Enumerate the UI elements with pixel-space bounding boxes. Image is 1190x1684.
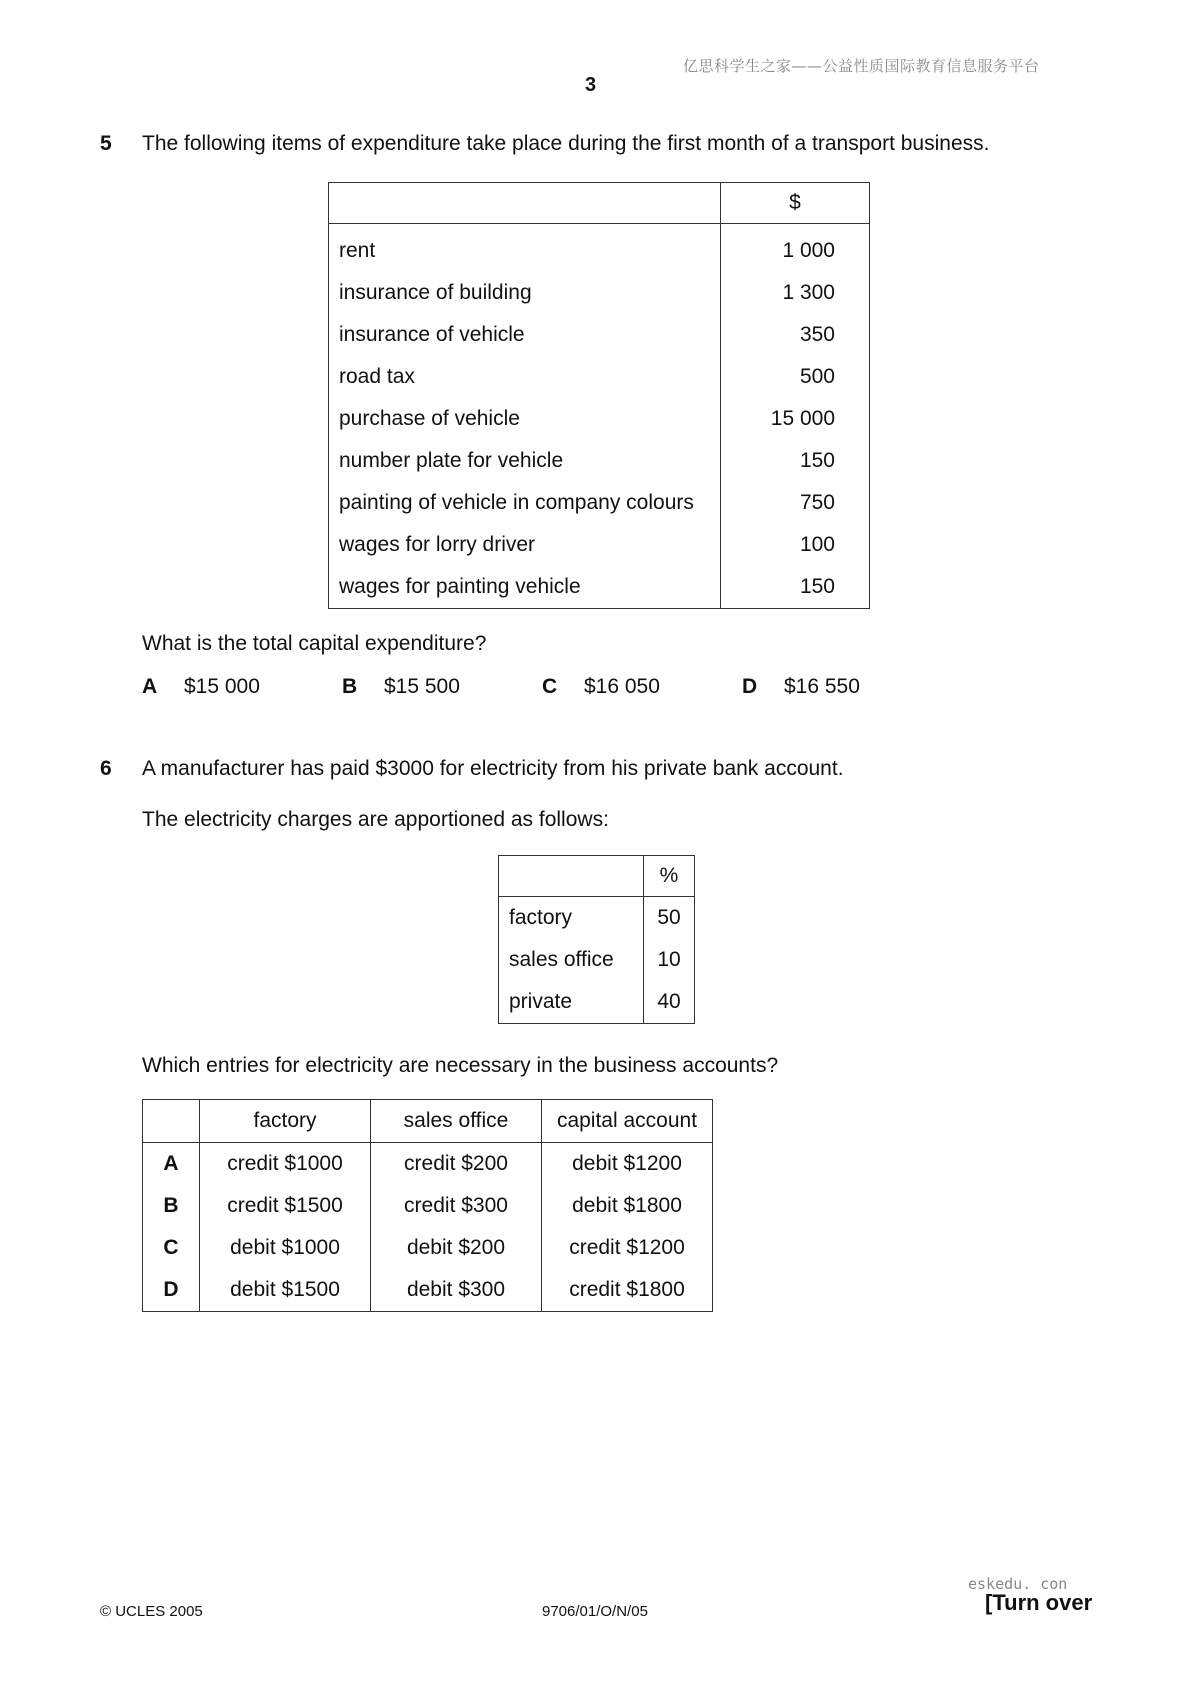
option-letter: B <box>342 675 358 698</box>
question-6-number: 6 <box>100 757 112 780</box>
footer-watermark: eskedu. con <box>968 1575 1068 1593</box>
factory-entry: debit $1500 <box>200 1269 371 1312</box>
option-row-c[interactable] <box>143 1227 713 1269</box>
option-a[interactable] <box>142 675 260 699</box>
table-row <box>329 482 870 524</box>
percent-header: % <box>644 856 695 897</box>
table-row <box>329 224 870 273</box>
capital-account-entry: debit $1200 <box>542 1143 713 1186</box>
option-row-b[interactable] <box>143 1185 713 1227</box>
capital-account-entry: debit $1800 <box>542 1185 713 1227</box>
table-row <box>329 314 870 356</box>
sales-office-entry: credit $300 <box>371 1185 542 1227</box>
item-amount: 350 <box>721 314 870 356</box>
page-number: 3 <box>585 74 597 96</box>
factory-entry: debit $1000 <box>200 1227 371 1269</box>
apportionment-table <box>498 855 695 1024</box>
item-label: insurance of building <box>339 281 532 304</box>
item-label: painting of vehicle in company colours <box>339 491 694 514</box>
table-row <box>329 524 870 566</box>
option-d[interactable] <box>742 675 860 699</box>
question-6-text: A manufacturer has paid $3000 for electricity from his private bank account. <box>142 757 844 780</box>
table-row <box>329 272 870 314</box>
question-5-number: 5 <box>100 132 112 155</box>
apportion-percent: 10 <box>644 939 695 981</box>
item-amount: 750 <box>721 482 870 524</box>
item-amount: 150 <box>721 566 870 609</box>
option-value: $16 050 <box>584 675 660 698</box>
option-letter: D <box>163 1278 179 1301</box>
option-b[interactable] <box>342 675 460 699</box>
capital-account-entry: credit $1800 <box>542 1269 713 1312</box>
item-amount: 500 <box>721 356 870 398</box>
option-value: $16 550 <box>784 675 860 698</box>
factory-entry: credit $1500 <box>200 1185 371 1227</box>
item-label: road tax <box>339 365 415 388</box>
option-value: $15 000 <box>184 675 260 698</box>
apportion-label: private <box>509 990 573 1013</box>
table-row <box>329 398 870 440</box>
item-amount: 1 300 <box>721 272 870 314</box>
item-amount: 15 000 <box>721 398 870 440</box>
option-row-d[interactable] <box>143 1269 713 1312</box>
sales-office-entry: credit $200 <box>371 1143 542 1186</box>
option-letter: A <box>142 675 158 698</box>
entries-options-table <box>142 1099 713 1312</box>
item-label: wages for lorry driver <box>339 533 536 556</box>
apportion-label: sales office <box>509 948 614 971</box>
option-c[interactable] <box>542 675 660 699</box>
option-row-a[interactable] <box>143 1143 713 1186</box>
option-letter-header <box>143 1100 200 1143</box>
apportion-percent: 50 <box>644 897 695 940</box>
apportion-label: factory <box>509 906 573 929</box>
question-5-prompt: What is the total capital expenditure? <box>142 632 487 655</box>
apportion-label-header <box>499 856 644 897</box>
table-row <box>499 897 695 940</box>
turn-over-label: [Turn over <box>985 1590 1093 1615</box>
question-5-text: The following items of expenditure take place during the first month of a transport business. <box>142 132 990 155</box>
item-label: number plate for vehicle <box>339 449 564 472</box>
question-6-text-2: The electricity charges are apportioned as follows: <box>142 808 609 831</box>
item-label: purchase of vehicle <box>339 407 520 430</box>
item-label: insurance of vehicle <box>339 323 525 346</box>
paper-code: 9706/01/O/N/05 <box>542 1603 648 1620</box>
option-letter: D <box>742 675 758 698</box>
sales-office-entry: debit $300 <box>371 1269 542 1312</box>
option-letter: A <box>163 1152 179 1175</box>
item-label: rent <box>339 239 376 262</box>
sales-office-entry: debit $200 <box>371 1227 542 1269</box>
table-row <box>499 981 695 1024</box>
capital-account-header: capital account <box>542 1100 713 1143</box>
table-row <box>499 939 695 981</box>
factory-entry: credit $1000 <box>200 1143 371 1186</box>
expenditure-item-header <box>329 183 721 224</box>
table-row <box>329 440 870 482</box>
expenditure-table <box>328 182 870 609</box>
factory-header: factory <box>200 1100 371 1143</box>
question-6-prompt: Which entries for electricity are necessary in the business accounts? <box>142 1054 779 1077</box>
currency-header: $ <box>721 183 870 224</box>
header-watermark: 亿思科学生之家——公益性质国际教育信息服务平台 <box>683 57 1040 75</box>
capital-account-entry: credit $1200 <box>542 1227 713 1269</box>
table-row <box>329 566 870 609</box>
option-letter: B <box>163 1194 179 1217</box>
option-letter: C <box>542 675 558 698</box>
apportion-percent: 40 <box>644 981 695 1024</box>
sales-office-header: sales office <box>371 1100 542 1143</box>
item-label: wages for painting vehicle <box>339 575 581 598</box>
copyright: © UCLES 2005 <box>100 1603 203 1620</box>
option-letter: C <box>163 1236 179 1259</box>
item-amount: 1 000 <box>721 224 870 273</box>
option-value: $15 500 <box>384 675 460 698</box>
item-amount: 100 <box>721 524 870 566</box>
table-row <box>329 356 870 398</box>
item-amount: 150 <box>721 440 870 482</box>
